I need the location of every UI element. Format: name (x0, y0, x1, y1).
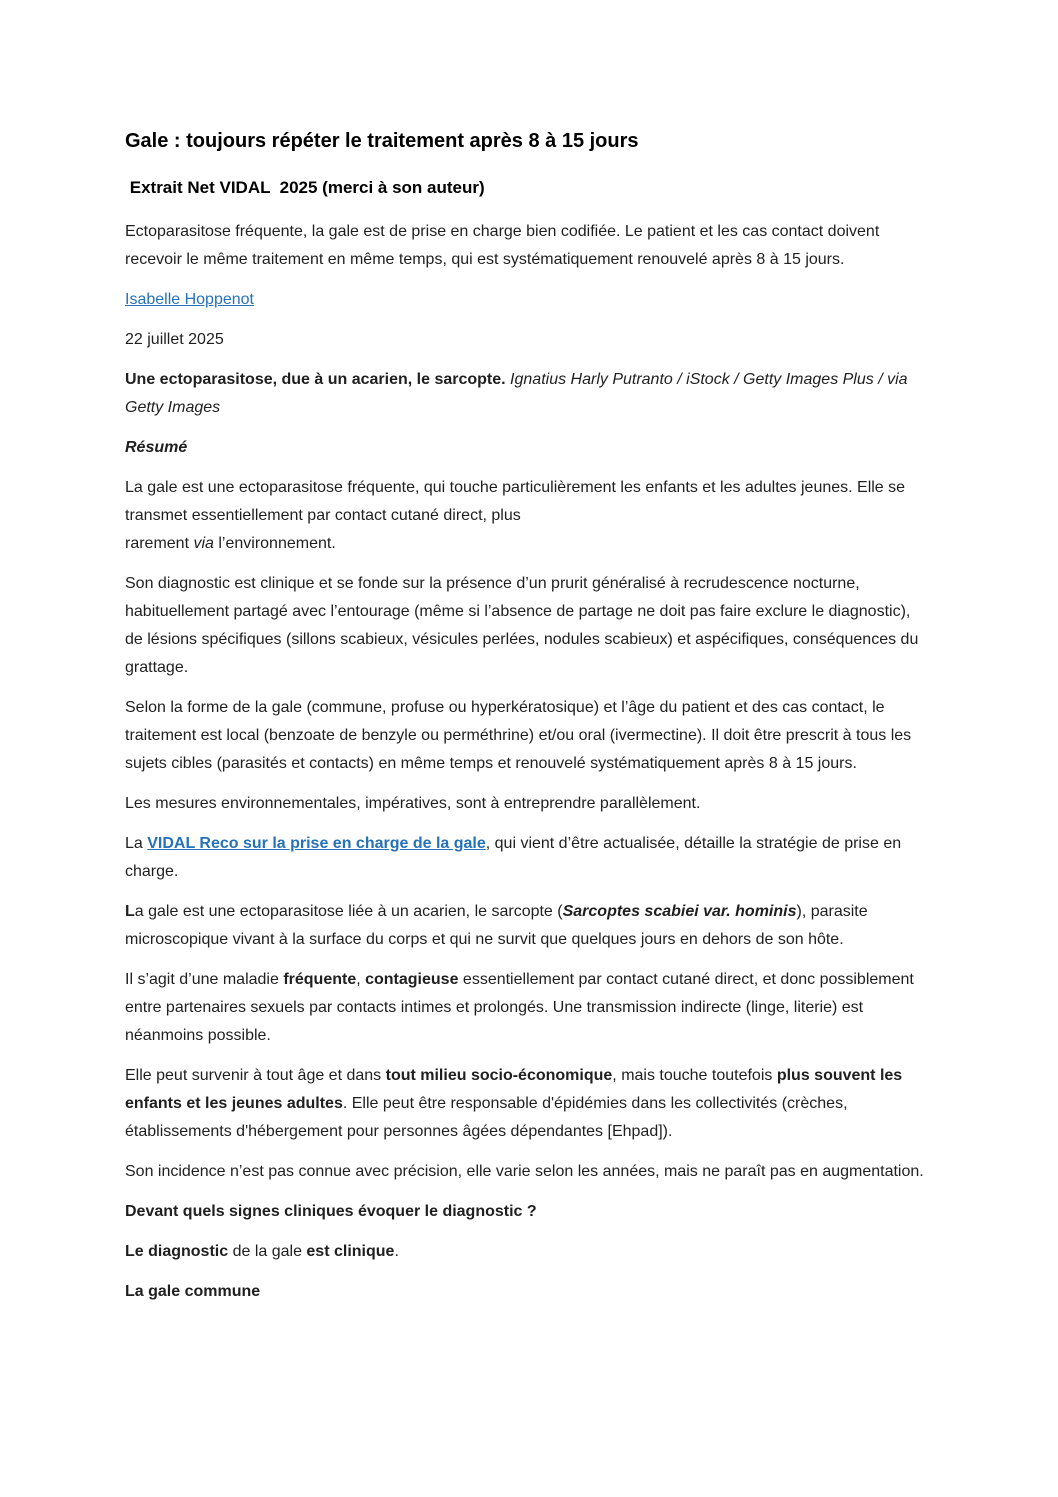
text-run: tout milieu socio-économique (385, 1067, 613, 1084)
intro-paragraph (125, 218, 930, 274)
text-run: Il s’agit d’une maladie (125, 971, 284, 988)
text-run: . (394, 1243, 399, 1260)
text-run: Les mesures environnementales, impératives, sont à entreprendre parallèlement. (125, 795, 701, 812)
text-run: Devant quels signes cliniques évoquer le diagnostic ? (125, 1203, 537, 1220)
image-caption (125, 366, 930, 422)
text-run: . Elle peut être responsable d'épidémies dans les collectivités (crèches, établissements d'hébergement pour personnes âgées dépendantes [Ehpad]). (125, 1095, 852, 1140)
vidal-reco-paragraph (125, 830, 930, 886)
text-run: l’environnement. (213, 535, 336, 552)
subtitle (125, 176, 930, 200)
contagion-paragraph (125, 966, 930, 1050)
vidal-reco-link[interactable]: VIDAL Reco sur la prise en charge de la gale (147, 835, 486, 852)
text-run: Elle peut survenir à tout âge et dans (125, 1067, 386, 1084)
text-run: ), parasite microscopique vivant à la surface du corps et qui ne survit que quelques jours en dehors de son hôte. (125, 903, 873, 948)
text-run: La (125, 835, 148, 852)
text-run: rarement (125, 535, 194, 552)
section-heading-signes (125, 1198, 930, 1226)
text-run: 22 juillet 2025 (125, 331, 224, 348)
diagnostic-clinique-line (125, 1238, 930, 1266)
diagnostic-paragraph (125, 570, 930, 682)
date-line (125, 326, 930, 354)
text-run: est clinique (306, 1243, 395, 1260)
text-run: Extrait Net VIDAL 2025 (merci à son auteur) (125, 178, 485, 197)
page-title: Gale : toujours répéter le traitement après 8 à 15 jours (125, 130, 639, 152)
text-run: , mais touche toutefois (612, 1067, 777, 1084)
text-run: plus souvent les enfants et les jeunes adultes (125, 1067, 907, 1112)
text-run: La gale est une ectoparasitose fréquente, qui touche particulièrement les enfants et les adultes jeunes. Elle se transmet essentiellement par contact cutané direct, plus (125, 479, 910, 524)
mesures-paragraph (125, 790, 930, 818)
text-run: Son incidence n’est pas connue avec précision, elle varie selon les années, mais ne paraît pas en augmentation. (125, 1163, 924, 1180)
text-run: Selon la forme de la gale (commune, profuse ou hyperkératosique) et l’âge du patient et des cas contact, le traitement est local (benzoate de benzyle ou perméthrine) et/ou oral (ivermectine). Il doit être prescrit à tous les sujets cibles (parasités et contacts) en même temps et renouvelé systématiquement après 8 à 15 jours. (125, 699, 916, 772)
resume-heading (125, 434, 930, 462)
text-run: via (193, 535, 214, 552)
document-body (125, 176, 930, 1306)
author-link[interactable]: Isabelle Hoppenot (125, 291, 254, 308)
text-run: essentiellement par contact cutané direct, et donc possiblement entre partenaires sexuels par contacts intimes et prolongés. Une transmission indirecte (linge, literie) est néanmoins possible. (125, 971, 919, 1044)
sarcopte-paragraph (125, 898, 930, 954)
author-line (125, 286, 930, 314)
text-run: de la gale (228, 1243, 307, 1260)
traitement-paragraph (125, 694, 930, 778)
text-run: Résumé (125, 439, 188, 456)
text-run: Le diagnostic (125, 1243, 229, 1260)
text-run: L (125, 903, 135, 920)
epidemiologie-paragraph (125, 1062, 930, 1146)
text-run: Sarcoptes scabiei var. hominis (562, 903, 797, 920)
text-run: , (356, 971, 366, 988)
text-run: Ectoparasitose fréquente, la gale est de prise en charge bien codifiée. Le patient et les cas contact doivent recevoir le même traitement en même temps, qui est systématiquement renouvelé après 8 à 15 jours. (125, 223, 884, 268)
text-run: Son diagnostic est clinique et se fonde sur la présence d’un prurit généralisé à recrudescence nocturne, habituellement partagé avec l’entourage (même si l’absence de partage ne doit pas faire exclure le diagnostic), de lésions spécifiques (sillons scabieux, vésicules perlées, nodules scabieux) et aspécifiques, conséquences du grattage. (125, 575, 923, 676)
text-run: Ignatius Harly Putranto / iStock / Getty Images Plus / via Getty Images (125, 371, 912, 416)
text-run: La gale commune (125, 1283, 261, 1300)
section-heading-gale-commune (125, 1278, 930, 1306)
text-run: , qui vient d’être actualisée, détaille la stratégie de prise en charge. (125, 835, 906, 880)
text-run: contagieuse (365, 971, 459, 988)
incidence-paragraph (125, 1158, 930, 1186)
text-run: a gale est une ectoparasitose liée à un acarien, le sarcopte ( (134, 903, 563, 920)
text-run: Une ectoparasitose, due à un acarien, le sarcopte. (125, 371, 506, 388)
text-run: fréquente (283, 971, 357, 988)
transmission-paragraph (125, 474, 930, 558)
